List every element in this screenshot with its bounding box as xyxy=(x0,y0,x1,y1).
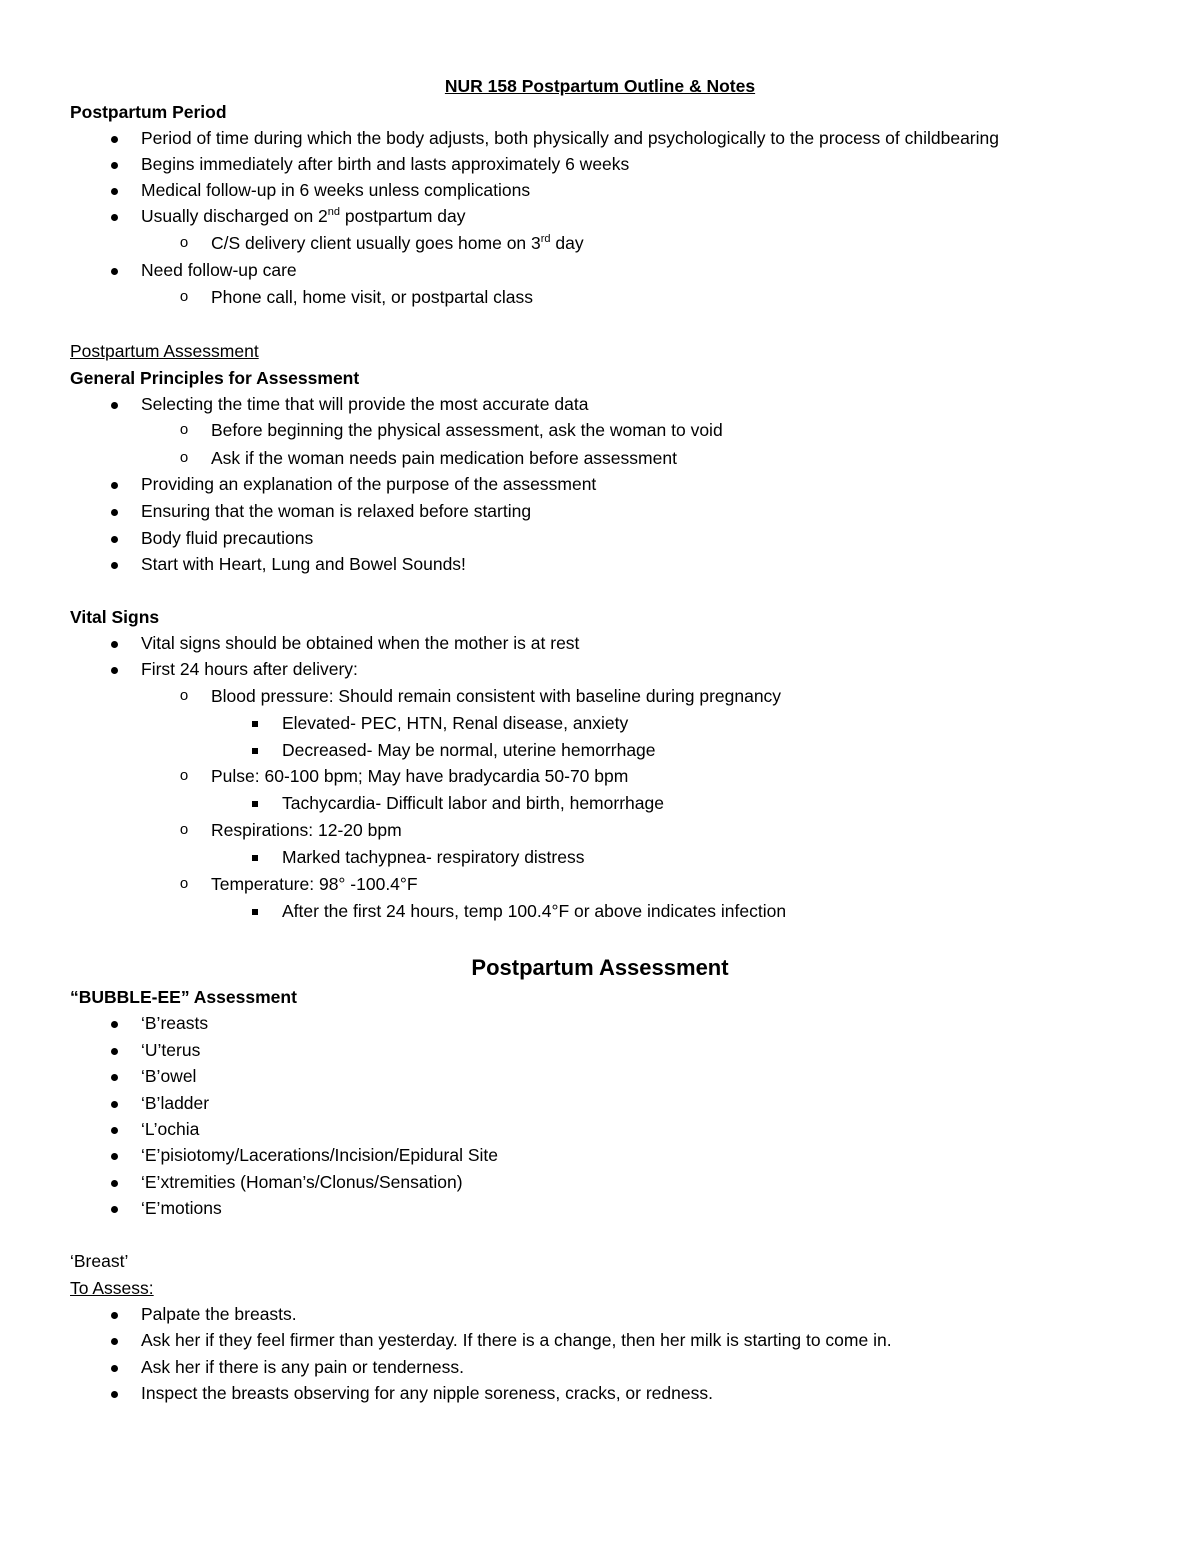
sub-list-item-cs xyxy=(211,230,584,256)
discharge-superscript: nd xyxy=(327,206,341,219)
sub-sub-list-item: Marked tachypnea- respiratory distress xyxy=(282,847,585,867)
list-item: Inspect the breasts observing for any nipple soreness, cracks, or redness. xyxy=(141,1383,713,1403)
sub-sub-list-item: Elevated- PEC, HTN, Renal disease, anxiety xyxy=(282,713,629,733)
bullet-icon xyxy=(104,1090,124,1116)
document-title: NUR 158 Postpartum Outline & Notes xyxy=(444,76,756,96)
list-item: ‘B’reasts xyxy=(141,1013,209,1033)
square-bullet-icon xyxy=(245,844,265,870)
list-item: ‘U’terus xyxy=(141,1040,201,1060)
circle-bullet-icon: o xyxy=(179,821,189,838)
bullet-icon xyxy=(104,177,124,203)
cs-superscript: rd xyxy=(540,233,551,246)
bullet-icon xyxy=(104,1169,124,1195)
list-item: Body fluid precautions xyxy=(141,528,314,548)
list-item: ‘E’xtremities (Homan’s/Clonus/Sensation) xyxy=(141,1172,463,1192)
bullet-icon xyxy=(104,391,124,417)
section-heading-breast: ‘Breast’ xyxy=(70,1251,129,1271)
list-item: ‘L’ochia xyxy=(141,1119,200,1139)
discharge-text-end: postpartum day xyxy=(340,206,466,226)
list-item: Start with Heart, Lung and Bowel Sounds! xyxy=(141,554,466,574)
bullet-icon xyxy=(104,257,124,283)
circle-bullet-icon: o xyxy=(179,449,189,466)
section-heading-postpartum-period: Postpartum Period xyxy=(70,102,227,122)
bullet-icon xyxy=(104,525,124,551)
square-bullet-icon xyxy=(245,710,265,736)
square-bullet-icon xyxy=(245,790,265,816)
sub-list-item: Pulse: 60-100 bpm; May have bradycardia 50-70 bpm xyxy=(211,766,629,786)
bullet-icon xyxy=(104,551,124,577)
list-item: Ensuring that the woman is relaxed before starting xyxy=(141,501,532,521)
list-item: Need follow-up care xyxy=(141,260,297,280)
bullet-icon xyxy=(104,1063,124,1089)
list-item: First 24 hours after delivery: xyxy=(141,659,358,679)
list-item: Ask her if there is any pain or tenderness. xyxy=(141,1357,464,1377)
list-item: Medical follow-up in 6 weeks unless complications xyxy=(141,180,531,200)
bullet-icon xyxy=(104,1037,124,1063)
discharge-text: Usually discharged on 2 xyxy=(141,206,328,226)
cs-text-end: day xyxy=(550,233,584,253)
sub-list-item: Respirations: 12-20 bpm xyxy=(211,820,402,840)
bullet-icon xyxy=(104,1142,124,1168)
list-item: Selecting the time that will provide the most accurate data xyxy=(141,394,589,414)
bullet-icon xyxy=(104,151,124,177)
list-item: Providing an explanation of the purpose of the assessment xyxy=(141,474,597,494)
list-item: Begins immediately after birth and lasts approximately 6 weeks xyxy=(141,154,630,174)
section-heading-vital-signs: Vital Signs xyxy=(70,607,160,627)
sub-list-item: Temperature: 98° -100.4°F xyxy=(211,874,418,894)
bullet-icon xyxy=(104,1301,124,1327)
bullet-icon xyxy=(104,125,124,151)
list-item: Palpate the breasts. xyxy=(141,1304,297,1324)
list-item: Period of time during which the body adjusts, both physically and psychologically to the process of childbearing xyxy=(141,128,999,148)
sub-list-item: Blood pressure: Should remain consistent with baseline during pregnancy xyxy=(211,686,782,706)
bullet-icon xyxy=(104,498,124,524)
circle-bullet-icon: o xyxy=(179,234,189,251)
sub-list-item: Ask if the woman needs pain medication before assessment xyxy=(211,448,677,468)
sub-sub-list-item: After the first 24 hours, temp 100.4°F or above indicates infection xyxy=(282,901,787,921)
cs-text: C/S delivery client usually goes home on 3 xyxy=(211,233,541,253)
list-item: Ask her if they feel firmer than yesterday. If there is a change, then her milk is starting to come in. xyxy=(141,1330,892,1350)
bullet-icon xyxy=(104,1116,124,1142)
subheading-bubble-ee: “BUBBLE-EE” Assessment xyxy=(70,987,297,1007)
bullet-icon xyxy=(104,1327,124,1353)
bullet-icon xyxy=(104,1010,124,1036)
circle-bullet-icon: o xyxy=(179,875,189,892)
circle-bullet-icon: o xyxy=(179,288,189,305)
bullet-icon xyxy=(104,1380,124,1406)
bullet-icon xyxy=(104,630,124,656)
bullet-icon xyxy=(104,656,124,682)
sub-sub-list-item: Tachycardia- Difficult labor and birth, hemorrhage xyxy=(282,793,664,813)
sub-list-item: Phone call, home visit, or postpartal class xyxy=(211,287,533,307)
list-item: ‘B’owel xyxy=(141,1066,197,1086)
subheading-general-principles: General Principles for Assessment xyxy=(70,368,360,388)
list-item-discharge xyxy=(141,203,466,229)
bullet-icon xyxy=(104,1195,124,1221)
list-item: Vital signs should be obtained when the mother is at rest xyxy=(141,633,580,653)
list-item: ‘B’ladder xyxy=(141,1093,210,1113)
sub-list-item: Before beginning the physical assessment, ask the woman to void xyxy=(211,420,723,440)
section-heading-postpartum-assessment-large: Postpartum Assessment xyxy=(471,955,729,980)
circle-bullet-icon: o xyxy=(179,687,189,704)
square-bullet-icon xyxy=(245,737,265,763)
bullet-icon xyxy=(104,1354,124,1380)
subheading-to-assess: To Assess: xyxy=(70,1278,154,1298)
circle-bullet-icon: o xyxy=(179,767,189,784)
list-item: ‘E’motions xyxy=(141,1198,222,1218)
bullet-icon xyxy=(104,471,124,497)
circle-bullet-icon: o xyxy=(179,421,189,438)
list-item: ‘E’pisiotomy/Lacerations/Incision/Epidural Site xyxy=(141,1145,498,1165)
sub-sub-list-item: Decreased- May be normal, uterine hemorrhage xyxy=(282,740,656,760)
square-bullet-icon xyxy=(245,898,265,924)
section-heading-postpartum-assessment: Postpartum Assessment xyxy=(70,341,259,361)
bullet-icon xyxy=(104,203,124,229)
